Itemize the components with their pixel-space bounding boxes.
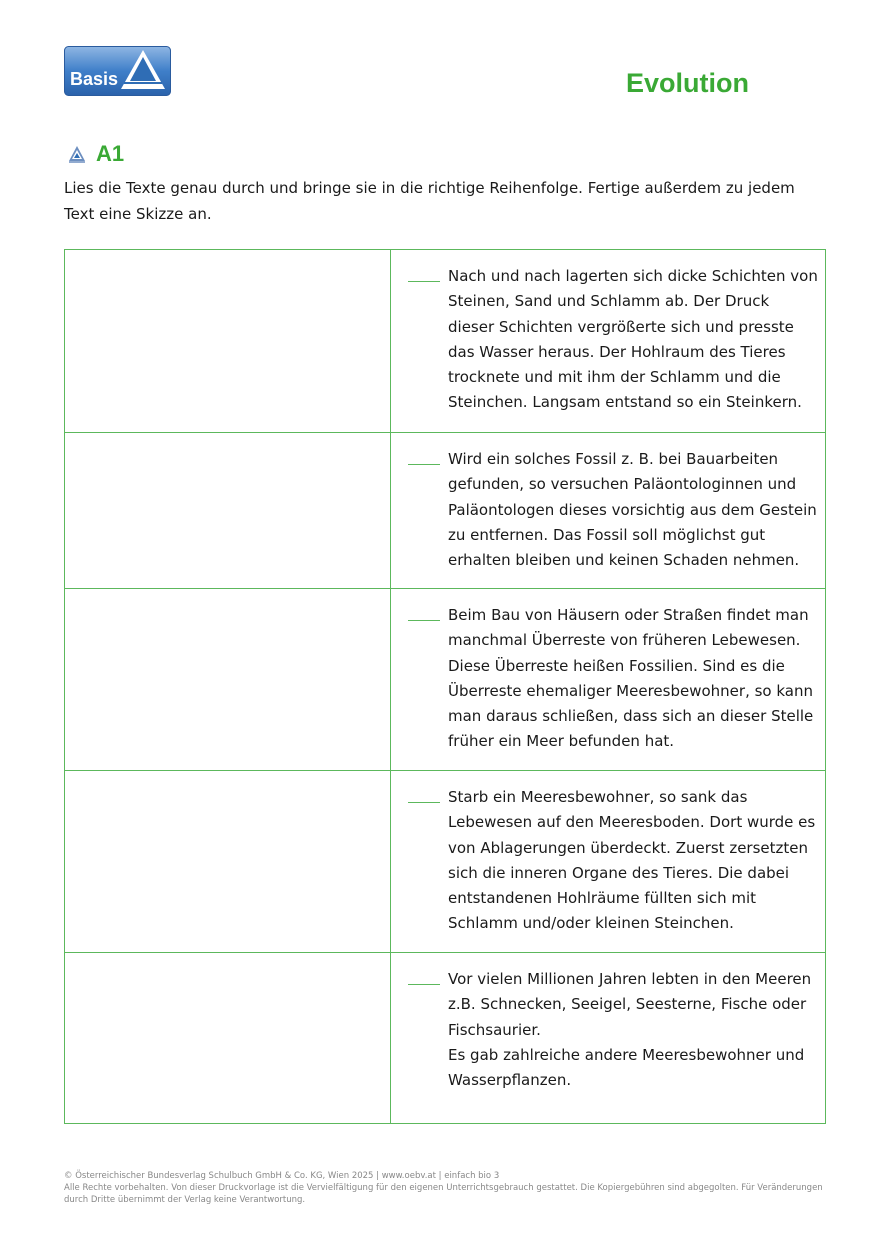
order-number-blank[interactable] <box>408 802 440 803</box>
page-title: Evolution <box>626 68 749 98</box>
story-text: Nach und nach lagerten sich dicke Schichten von Steinen, Sand und Schlamm ab. Der Druck dieser Schichten vergrößerte sich und presste das Wasser heraus. Der Hohlraum des Tieres trocknete und mit ihm der Schlamm und die Steinchen. Langsam entstand so ein Steinkern. <box>448 267 818 412</box>
pyramid-level-icon <box>68 145 86 163</box>
task-instructions: Lies die Texte genau durch und bringe sie in die richtige Reihenfolge. Fertige außerdem zu jedem Text eine Skizze an. <box>64 179 795 223</box>
sketch-area[interactable] <box>65 250 391 432</box>
sketch-area[interactable] <box>65 433 391 588</box>
basis-logo <box>64 46 171 96</box>
task-header <box>68 141 124 167</box>
story-text: Starb ein Meeresbewohner, so sank das Lebewesen auf den Meeresboden. Dort wurde es von Ablagerungen überdeckt. Zuerst zersetzten sich die inneren Organe des Tieres. Die dabei entstandenen Hohlräume füllten sich mit Schlamm und/oder kleinen Steinchen. <box>448 788 816 933</box>
sketch-area[interactable] <box>65 771 391 952</box>
order-number-blank[interactable] <box>408 281 440 282</box>
worksheet-table <box>64 249 826 1124</box>
order-number-blank[interactable] <box>408 464 440 465</box>
task-label: A1 <box>96 141 125 166</box>
table-row <box>65 952 825 1123</box>
sketch-area[interactable] <box>65 953 391 1123</box>
footer-line-rights: Alle Rechte vorbehalten. Von dieser Druckvorlage ist die Vervielfältigung für den eigenen Unterrichtsgebrauch gestattet. Die Kopiergebühren sind abgegolten. Für Veränderungen durch Dritte übernimmt der Verlag keine Verantwortung. <box>64 1183 823 1205</box>
table-row <box>65 770 825 952</box>
order-number-blank[interactable] <box>408 984 440 985</box>
story-text: Vor vielen Millionen Jahren lebten in den Meeren z.B. Schnecken, Seeigel, Seesterne, Fische oder Fischsaurier. Es gab zahlreiche andere Meeresbewohner und Wasserpflanzen. <box>448 970 812 1090</box>
sketch-area[interactable] <box>65 589 391 770</box>
order-number-blank[interactable] <box>408 620 440 621</box>
logo-text: Basis <box>70 69 119 89</box>
story-text: Wird ein solches Fossil z. B. bei Bauarbeiten gefunden, so versuchen Paläontologinnen und Paläontologen dieses vorsichtig aus dem Gestein zu entfernen. Das Fossil soll möglichst gut erhalten bleiben und keinen Schaden nehmen. <box>448 450 817 570</box>
story-text: Beim Bau von Häusern oder Straßen findet man manchmal Überreste von früheren Lebewesen. Diese Überreste heißen Fossilien. Sind es die Überreste ehemaliger Meeresbewohner, so kann man daraus schließen, dass sich an dieser Stelle früher ein Meer befunden hat. <box>448 606 814 751</box>
table-row <box>65 250 825 432</box>
footer-line-publisher: © Österreichischer Bundesverlag Schulbuch GmbH & Co. KG, Wien 2025 | www.oebv.at | einfach bio 3 <box>64 1171 500 1181</box>
copyright-footer <box>64 1170 824 1206</box>
table-row <box>65 588 825 770</box>
table-row <box>65 432 825 588</box>
